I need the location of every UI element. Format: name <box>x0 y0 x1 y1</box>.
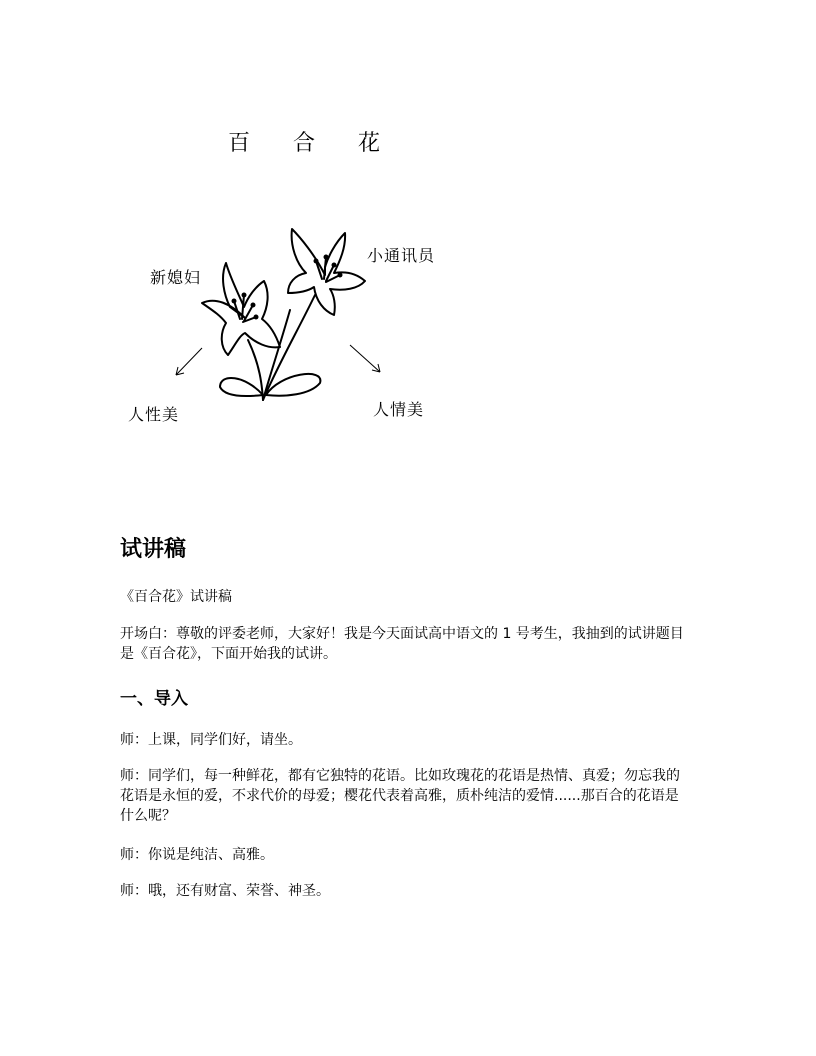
paragraph-1: 师：上课，同学们好，请坐。 <box>120 732 302 748</box>
flower-left <box>202 263 280 355</box>
label-affection-beauty: 人情美 <box>373 400 425 419</box>
label-new-bride: 新媳妇 <box>150 268 202 287</box>
document-title: 百 合 花 <box>228 131 398 156</box>
leaf-left <box>220 378 263 396</box>
part1-heading: 一、导入 <box>120 689 188 709</box>
flower-right <box>288 229 365 315</box>
label-humanity-beauty: 人性美 <box>128 405 180 424</box>
label-messenger: 小通讯员 <box>367 246 436 265</box>
subtitle: 《百合花》试讲稿 <box>120 589 232 605</box>
arrow-right <box>350 345 380 372</box>
section-heading: 试讲稿 <box>120 537 187 562</box>
paragraph-2: 师：同学们，每一种鲜花，都有它独特的花语。比如玫瑰花的花语是热情、真爱；勿忘我的花语是永恒的爱，不求代价的母爱；樱花代表着高雅，质朴纯洁的爱情......那百合的花语是什么呢？ <box>120 768 680 824</box>
paragraph-3: 师：你说是纯洁、高雅。 <box>120 847 274 863</box>
lily-diagram <box>120 215 450 430</box>
arrow-left <box>176 348 202 375</box>
stem-left <box>248 340 263 400</box>
paragraph-4: 师：哦，还有财富、荣誉、神圣。 <box>120 883 330 899</box>
opening-paragraph: 开场白：尊敬的评委老师，大家好！我是今天面试高中语文的 1 号考生，我抽到的试讲题目是《百合花》，下面开始我的试讲。 <box>120 626 684 662</box>
